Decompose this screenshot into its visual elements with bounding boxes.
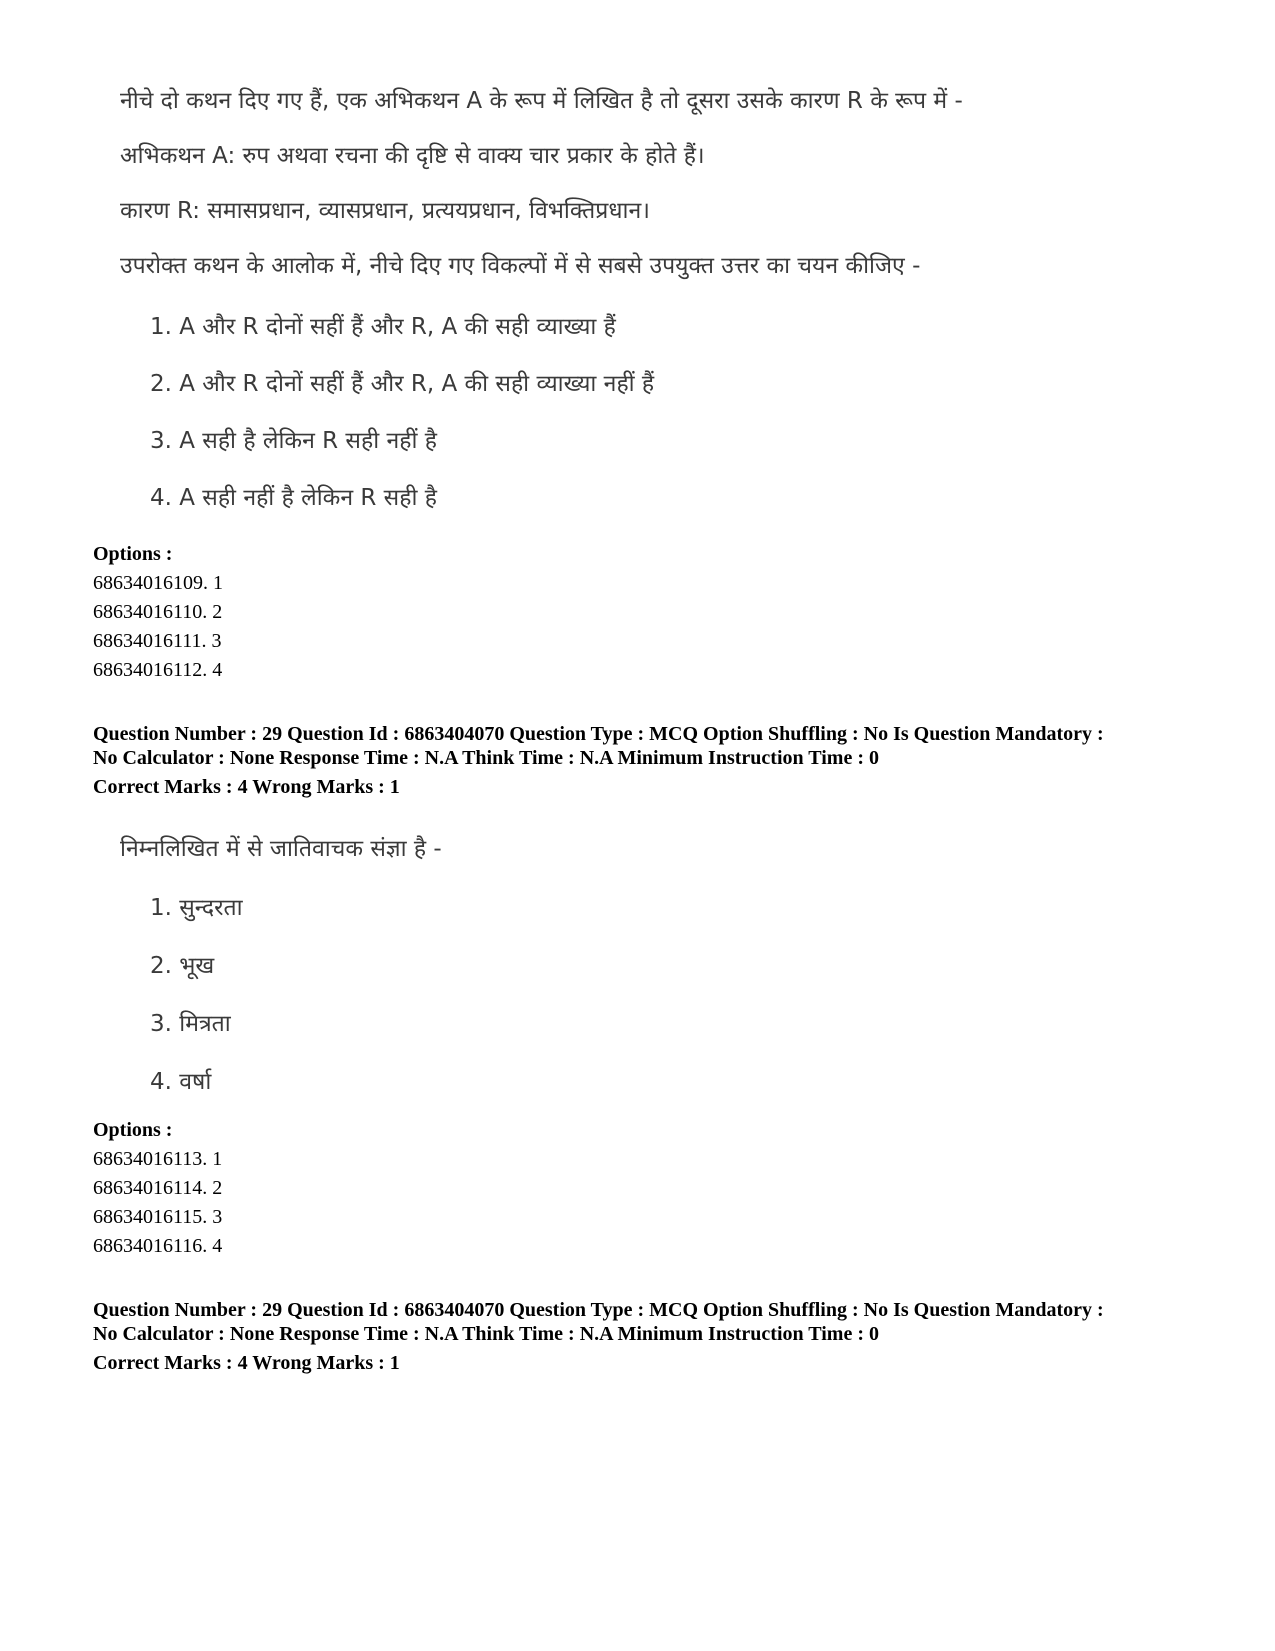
meta-line-1: Question Number : 29 Question Id : 6863404070 Question Type : MCQ Option Shuffling : No Is Question Mandatory :	[93, 723, 1104, 745]
option-id-2: 68634016114. 2	[93, 1177, 223, 1199]
choice-1: 1. A और R दोनों सहीं हैं और R, A की सही व्याख्या हैं	[150, 314, 616, 340]
options-label: Options :	[93, 1119, 173, 1141]
choice-3: 3. A सही है लेकिन R सही नहीं है	[150, 428, 437, 454]
question-statement: नीचे दो कथन दिए गए हैं, एक अभिकथन A के रूप में लिखित है तो दूसरा उसके कारण R के रूप में -	[120, 88, 963, 114]
question-meta	[93, 722, 1213, 799]
options-label: Options :	[93, 543, 173, 565]
option-id-2: 68634016110. 2	[93, 601, 223, 623]
option-id-4: 68634016112. 4	[93, 659, 223, 681]
choice-1: 1. सुन्दरता	[150, 895, 243, 921]
choice-2: 2. भूख	[150, 953, 215, 979]
meta-line-2: No Calculator : None Response Time : N.A Think Time : N.A Minimum Instruction Time : 0	[93, 747, 879, 769]
option-id-3: 68634016111. 3	[93, 630, 222, 652]
choice-4: 4. वर्षा	[150, 1069, 212, 1095]
question-text: निम्नलिखित में से जातिवाचक संज्ञा है -	[120, 836, 442, 862]
option-id-4: 68634016116. 4	[93, 1235, 223, 1257]
assertion-text: अभिकथन A: रुप अथवा रचना की दृष्टि से वाक्य चार प्रकार के होते हैं।	[120, 143, 705, 169]
instruction-text: उपरोक्त कथन के आलोक में, नीचे दिए गए विकल्पों में से सबसे उपयुक्त उत्तर का चयन कीजिए -	[120, 253, 921, 279]
reason-text: कारण R: समासप्रधान, व्यासप्रधान, प्रत्ययप्रधान, विभक्तिप्रधान।	[120, 198, 650, 224]
choice-2: 2. A और R दोनों सहीं हैं और R, A की सही व्याख्या नहीं हैं	[150, 371, 655, 397]
marks-line: Correct Marks : 4 Wrong Marks : 1	[93, 1352, 400, 1374]
choice-4: 4. A सही नहीं है लेकिन R सही है	[150, 485, 437, 511]
choice-3: 3. मित्रता	[150, 1011, 231, 1037]
marks-line: Correct Marks : 4 Wrong Marks : 1	[93, 776, 400, 798]
meta-line-2: No Calculator : None Response Time : N.A Think Time : N.A Minimum Instruction Time : 0	[93, 1323, 879, 1345]
question-meta	[93, 1298, 1213, 1375]
option-id-1: 68634016109. 1	[93, 572, 223, 594]
option-id-1: 68634016113. 1	[93, 1148, 223, 1170]
meta-line-1: Question Number : 29 Question Id : 6863404070 Question Type : MCQ Option Shuffling : No Is Question Mandatory :	[93, 1299, 1104, 1321]
option-id-3: 68634016115. 3	[93, 1206, 223, 1228]
